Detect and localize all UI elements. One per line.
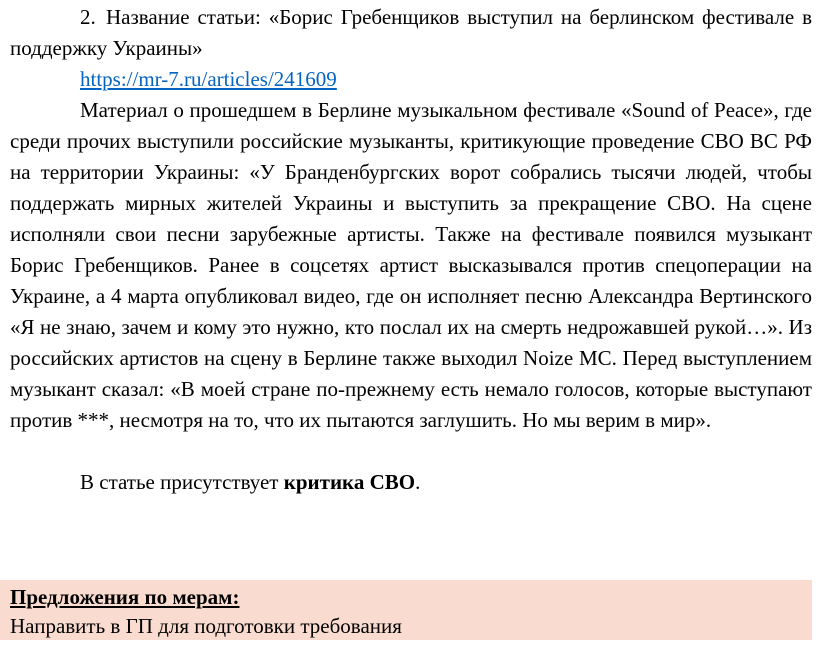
article-body: Материал о прошедшем в Берлине музыкальном фестивале «Sound of Peace», где среди прочих выступили российские музыканты, критикующие проведение СВО ВС РФ на территории Украины: «У Бранденбургских ворот собрались тысячи людей, чтобы поддержать мирных жителей Украины и выступить за прекращение СВО. На сцене исполняли свои песни зарубежные артисты. Также на фестивале появился музыкант Борис Гребенщиков. Ранее в соцсетях артист высказывался против спецоперации на Украине, а 4 марта опубликовал видео, где он исполняет песню Александра Вертинского «Я не знаю, зачем и кому это нужно, кто послал их на смерть недрожавшей рукой…». Из российских артистов на сцену в Берлине также выходил Noize MC. Перед выступлением музыкант сказал: «В моей стране по-прежнему есть немало голосов, которые выступают против ***, несмотря на то, что их пытаются заглушить. Но мы верим в мир». (10, 98, 812, 432)
title-prefix: Название статьи: (106, 5, 269, 29)
blank-line (10, 436, 812, 467)
article-link[interactable]: https://mr-7.ru/articles/241609 (80, 67, 337, 91)
critique-suffix: . (415, 470, 421, 494)
critique-bold: критика СВО (283, 470, 416, 494)
measures-heading: Предложения по мерам: (10, 585, 240, 609)
measures-text: Направить в ГП для подготовки требования (10, 614, 402, 638)
measures-section (0, 580, 812, 640)
article-title: «Борис Гребенщиков выступил на берлинском фестивале в поддержку Украины» (10, 5, 812, 60)
critique-statement (10, 467, 812, 498)
article-link-paragraph (10, 64, 812, 95)
article-block (10, 0, 812, 498)
article-title-paragraph (10, 0, 812, 64)
list-number: 2. (80, 5, 96, 29)
critique-prefix: В статье присутствует (80, 470, 284, 494)
